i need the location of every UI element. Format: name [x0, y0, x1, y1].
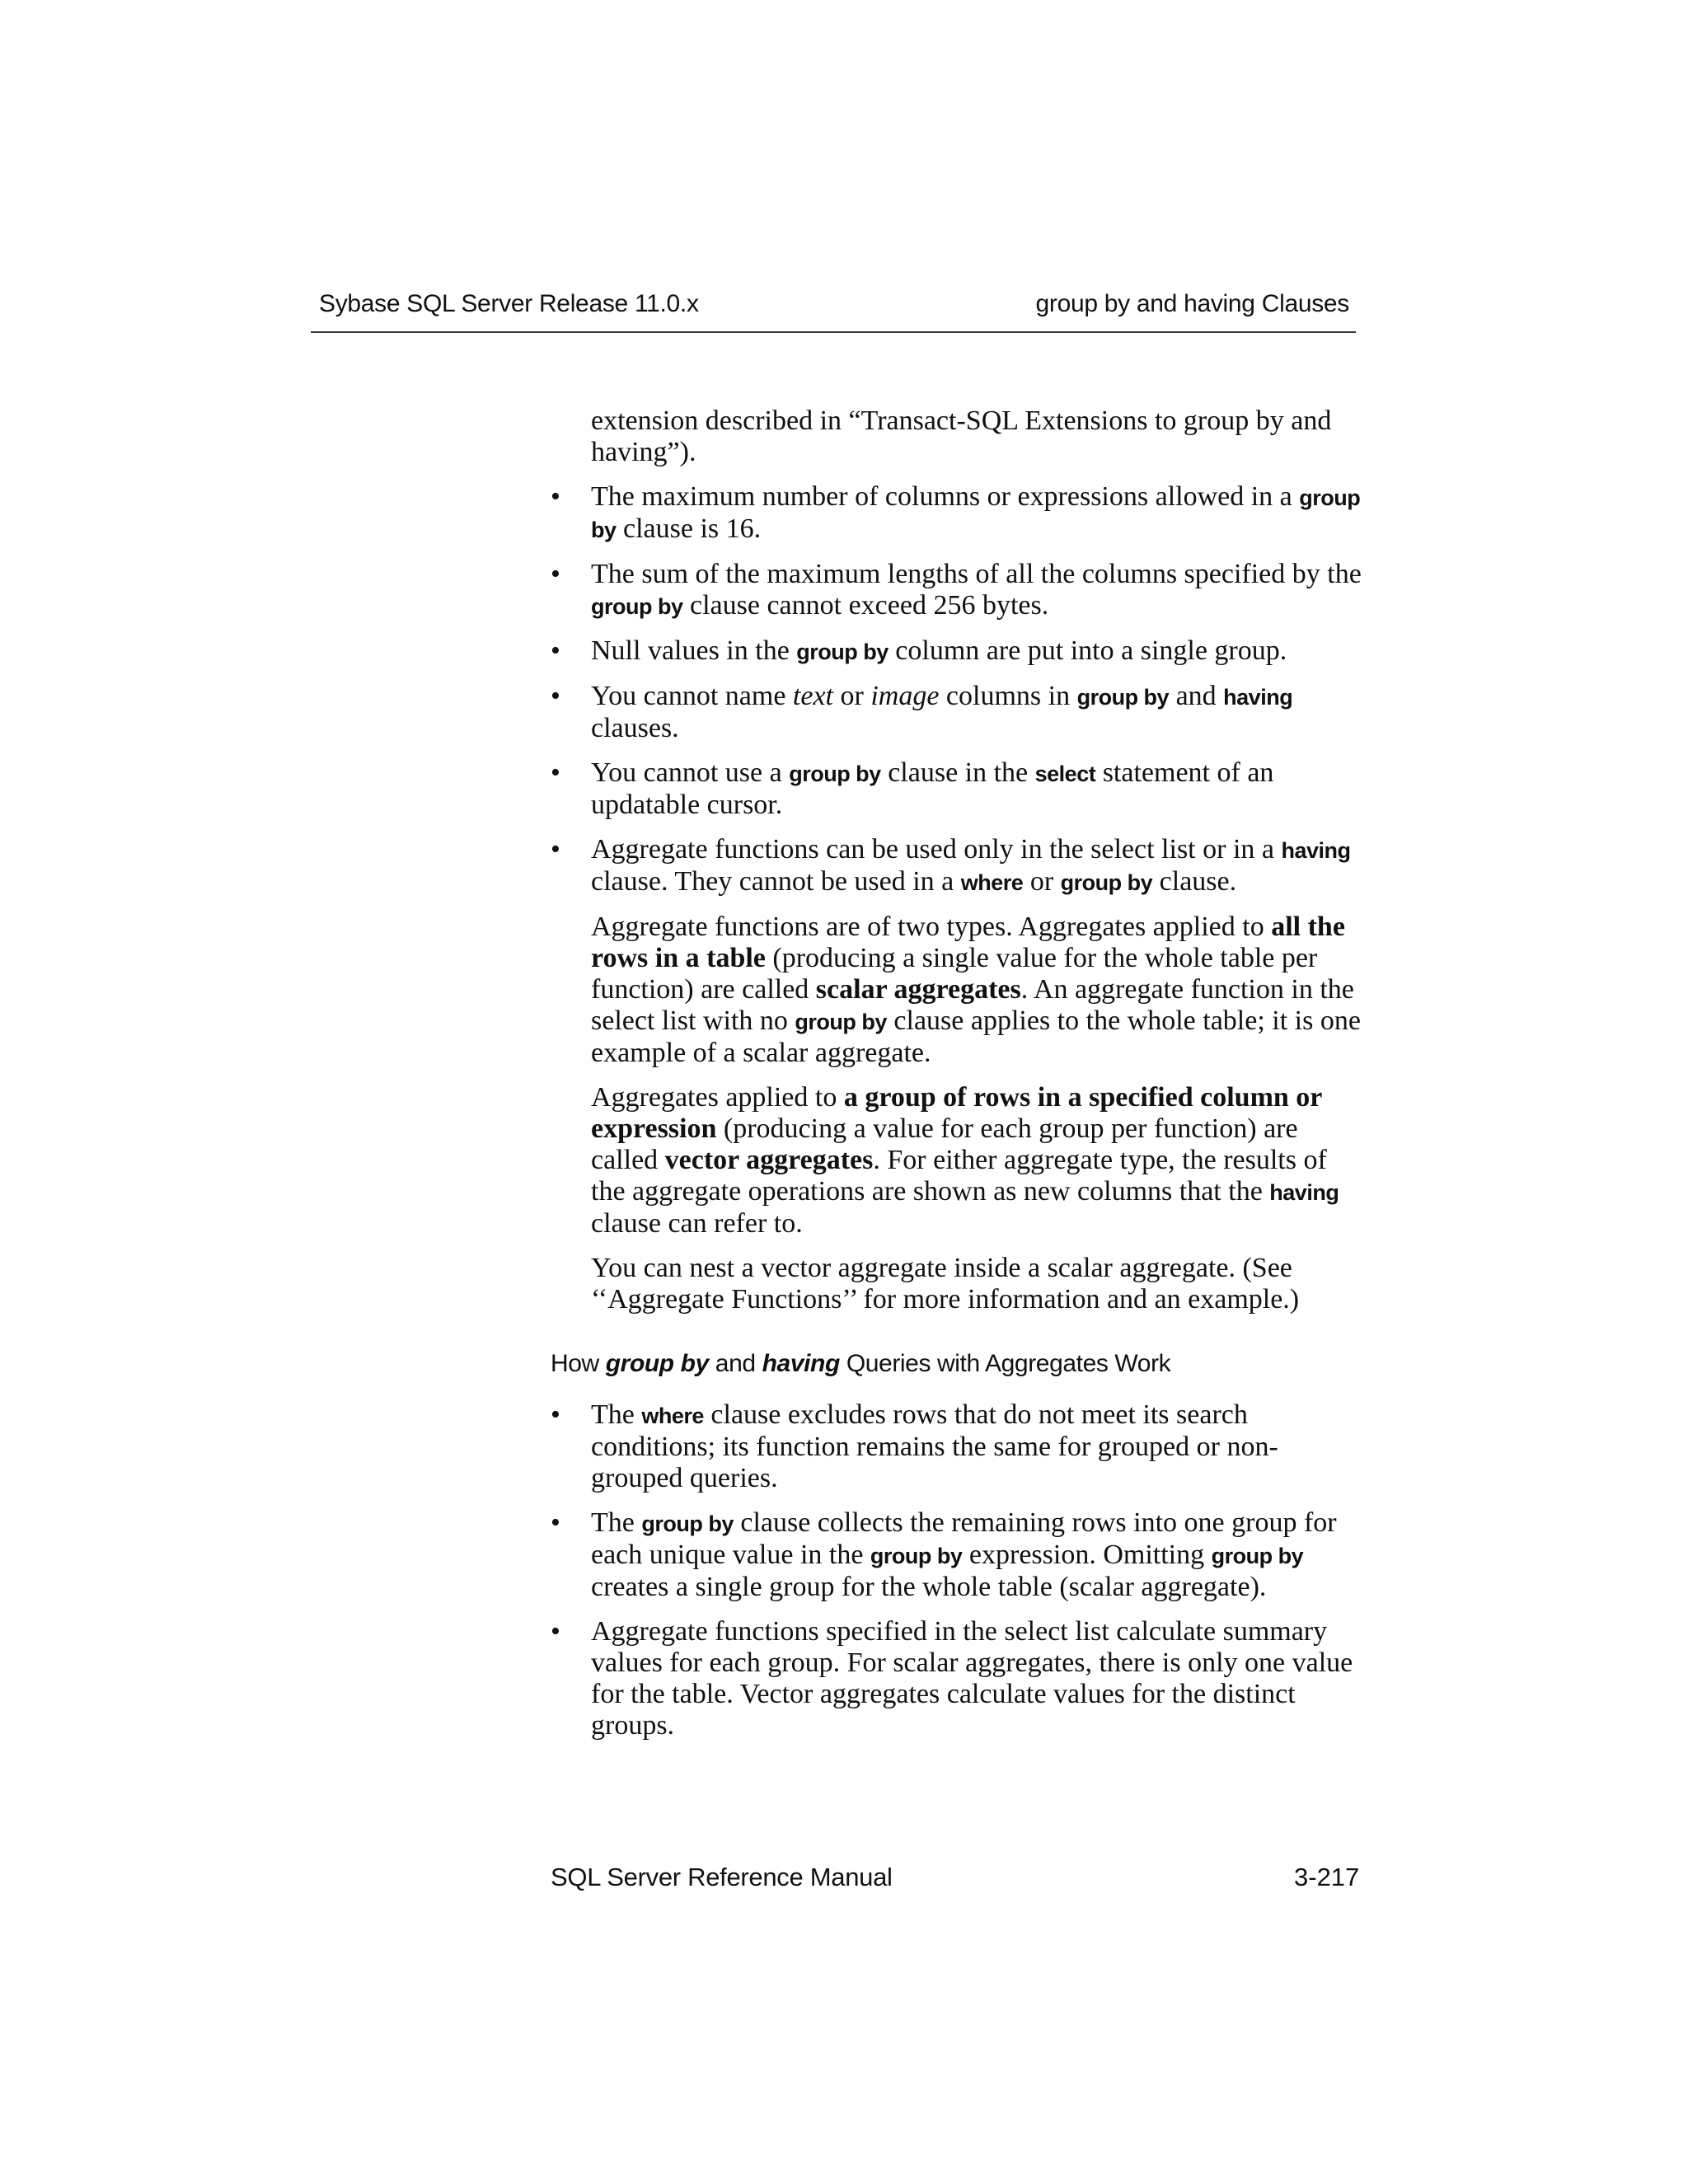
footer-manual-title: SQL Server Reference Manual — [551, 1863, 893, 1891]
bullet-mark: • — [551, 681, 560, 711]
page-number: 3-217 — [1294, 1863, 1360, 1891]
keyword: group by — [1076, 685, 1170, 710]
list-item: • Aggregate functions specified in the select list calculate summary values for each group. For scalar aggregates, there is only one value for the table. Vector aggregates calculate values for the distinct groups. — [551, 1616, 1353, 1741]
list-item: • The group by clause collects the remaining rows into one group for each unique value in the group by expression. Omitting group by creates a single group for the whole table (scalar aggregate). — [551, 1507, 1337, 1602]
keyword: where — [641, 1404, 704, 1428]
list-item: • Null values in the group by column are put into a single group. — [551, 635, 1287, 666]
header-left-text: Sybase SQL Server Release 11.0.x — [319, 290, 699, 317]
list-item: • You cannot name text or image columns in group by and having clauses. — [551, 681, 1293, 743]
body-paragraph-scalar: Aggregate functions are of two types. Aggregates applied to all the rows in a table (producing a single value for the whole table per function) are called scalar aggregates. An aggregate function in the select list with no group by clause applies to the whole table; it is one example of a scalar aggregate. — [591, 912, 1361, 1068]
datatype-name: image — [870, 681, 940, 711]
keyword: group by — [870, 1544, 963, 1568]
emphasis: all the rows in a table — [591, 912, 1345, 973]
list-item: • The maximum number of columns or expressions allowed in a group by clause is 16. — [551, 481, 1361, 544]
list-item: • You cannot use a group by clause in the select statement of an updatable cursor. — [551, 757, 1274, 820]
term: scalar aggregates — [815, 974, 1021, 1005]
bullet-mark: • — [551, 834, 560, 865]
page-body — [551, 405, 1367, 1755]
list-item: • Aggregate functions can be used only in the select list or in a having clause. They cannot be used in a where or group by clause. — [551, 834, 1351, 897]
keyword: group by — [591, 485, 1361, 542]
keyword: group by — [796, 640, 889, 664]
body-paragraph-vector: Aggregates applied to a group of rows in a specified column or expression (producing a value for each group per function) are called vector aggregates. For either aggregate type, the results of the aggregate operations are shown as new columns that the having clause can refer to. — [591, 1082, 1339, 1239]
keyword: group by — [1060, 870, 1153, 895]
bullet-mark: • — [551, 757, 560, 788]
keyword: having — [1269, 1180, 1339, 1205]
continuation-paragraph: extension described in “Transact-SQL Extensions to group by and having”). — [591, 405, 1332, 467]
keyword: having — [1223, 685, 1293, 710]
bullet-mark: • — [551, 1399, 560, 1430]
keyword: group by — [789, 762, 881, 786]
keyword: group by — [591, 594, 683, 619]
bullet-mark: • — [551, 481, 560, 512]
term: vector aggregates — [664, 1145, 874, 1175]
bullet-mark: • — [551, 559, 560, 589]
keyword: having — [1281, 838, 1351, 863]
body-paragraph-nesting: You can nest a vector aggregate inside a scalar aggregate. (See ‘‘Aggregate Functions’’ for more information and an example.) — [591, 1253, 1300, 1315]
keyword: group by — [1211, 1544, 1304, 1568]
list-item: • The sum of the maximum lengths of all the columns specified by the group by clause cannot exceed 256 bytes. — [551, 559, 1362, 621]
datatype-name: text — [792, 681, 833, 711]
emphasis: a group of rows in a specified column or expression — [591, 1082, 1322, 1144]
keyword: select — [1034, 762, 1096, 786]
keyword: where — [960, 870, 1024, 895]
running-header — [311, 288, 1356, 333]
bullet-mark: • — [551, 1507, 560, 1538]
bullet-mark: • — [551, 635, 560, 666]
header-right-text: group by and having Clauses — [1035, 290, 1349, 317]
list-item: • The where clause excludes rows that do not meet its search conditions; its function remains the same for grouped or non-grouped queries. — [551, 1399, 1278, 1493]
keyword: group by — [641, 1511, 734, 1536]
keyword: group by — [795, 1010, 887, 1034]
section-heading: How group by and having Queries with Aggregates Work — [551, 1350, 1171, 1377]
bullet-mark: • — [551, 1616, 560, 1647]
